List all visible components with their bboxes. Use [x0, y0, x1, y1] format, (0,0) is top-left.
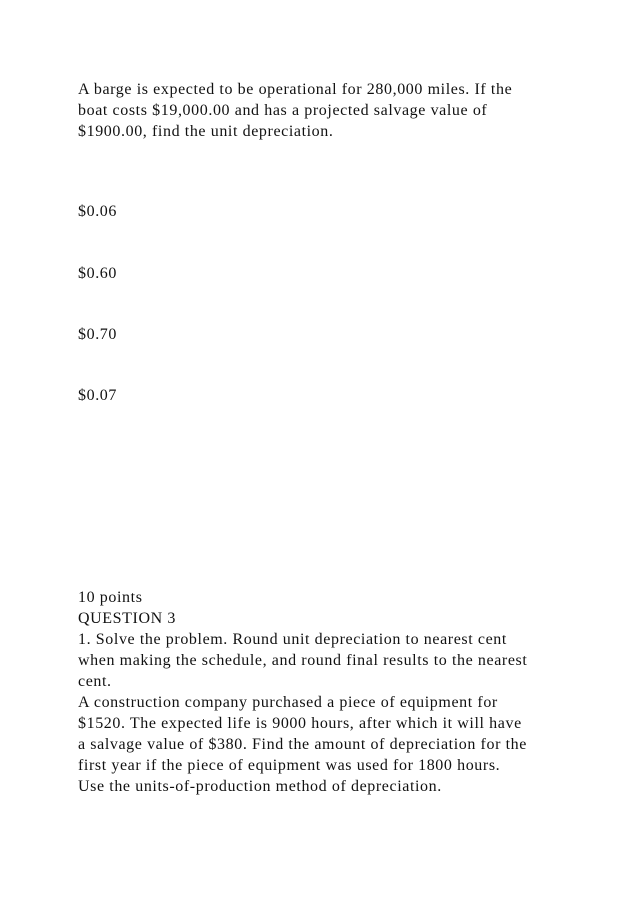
points-label: 10 points [78, 589, 143, 606]
question-3-line-2: when making the schedule, and round final results to the nearest [78, 652, 528, 669]
question-2-line-3: $1900.00, find the unit depreciation. [78, 123, 334, 140]
answer-option-b-label: $0.60 [78, 265, 117, 282]
question-2-line-2: boat costs $19,000.00 and has a projected salvage value of [78, 102, 488, 119]
answer-option-d-label: $0.07 [78, 387, 117, 404]
question-3-line-8: Use the units-of-production method of depreciation. [78, 778, 442, 795]
answer-option-c[interactable] [78, 324, 578, 345]
answer-option-b[interactable] [78, 263, 578, 284]
question-3-line-5: $1520. The expected life is 9000 hours, after which it will have [78, 715, 522, 732]
answer-option-a[interactable] [78, 201, 578, 222]
question-3-line-6: a salvage value of $380. Find the amount of depreciation for the [78, 736, 527, 753]
answer-option-c-label: $0.70 [78, 326, 117, 343]
question-3-heading: QUESTION 3 [78, 610, 176, 627]
question-3-line-7: first year if the piece of equipment was used for 1800 hours. [78, 757, 501, 774]
question-3-section [78, 587, 578, 797]
question-3-line-4: A construction company purchased a piece of equipment for [78, 694, 498, 711]
question-2-text [78, 79, 578, 142]
question-2-line-1: A barge is expected to be operational for 280,000 miles. If the [78, 81, 513, 98]
question-3-line-1: 1. Solve the problem. Round unit depreciation to nearest cent [78, 631, 507, 648]
answer-option-d[interactable] [78, 385, 578, 406]
question-3-line-3: cent. [78, 673, 112, 690]
answer-option-a-label: $0.06 [78, 203, 117, 220]
